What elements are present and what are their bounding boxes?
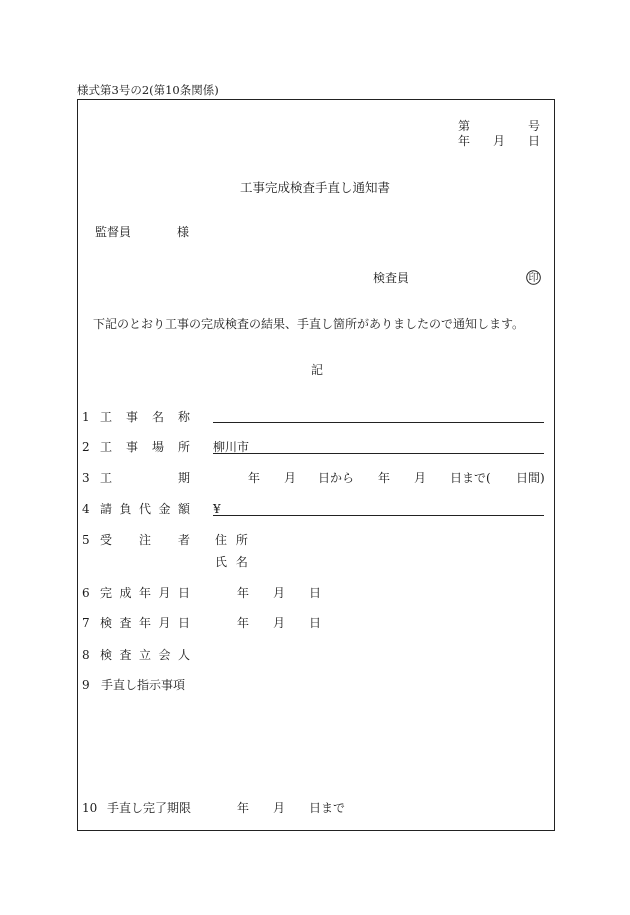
period-days: 日間) <box>516 471 545 485</box>
addressee-honorific: 様 <box>177 225 190 239</box>
item-number: 5 <box>82 533 90 547</box>
inspection-date-month: 月 <box>273 616 286 630</box>
item-label-completion-date: 完 成 年 月 日 <box>100 586 190 600</box>
document-title: 工事完成検査手直し通知書 <box>240 180 391 195</box>
period-end-year: 年 <box>378 471 391 485</box>
item-label-correction-deadline: 手直し完了期限 <box>107 801 192 815</box>
item-number: 3 <box>82 471 90 485</box>
item-number: 8 <box>82 648 90 662</box>
form-frame <box>77 99 555 831</box>
period-start-day: 日から <box>318 471 355 485</box>
form-caption: 様式第3号の2(第10条関係) <box>77 83 219 97</box>
deadline-year: 年 <box>237 801 250 815</box>
completion-date-year: 年 <box>237 586 250 600</box>
ki-label: 記 <box>311 363 324 377</box>
construction-site-field <box>213 453 544 454</box>
deadline-month: 月 <box>273 801 286 815</box>
deadline-day: 日まで <box>309 801 346 815</box>
item-number: 1 <box>82 410 90 424</box>
seal-icon <box>526 270 541 285</box>
inspection-date-day: 日 <box>309 616 322 630</box>
issue-date-month: 月 <box>493 134 506 148</box>
item-label-contractor: 受 注 者 <box>100 533 190 547</box>
issue-date-year: 年 <box>458 134 471 148</box>
item-label-inspection-date: 検 査 年 月 日 <box>100 616 190 630</box>
item-number: 4 <box>82 502 90 516</box>
item-number: 2 <box>82 440 90 454</box>
completion-date-day: 日 <box>309 586 322 600</box>
item-label-construction-site: 工 事 場 所 <box>100 440 190 454</box>
item-label-construction-name: 工 事 名 称 <box>100 410 190 424</box>
document-number-prefix: 第 <box>458 119 471 133</box>
item-number: 6 <box>82 586 90 600</box>
inspector-label: 検査員 <box>373 271 410 285</box>
contractor-address-label: 住 所 <box>215 533 248 547</box>
notice-body: 下記のとおり工事の完成検査の結果、手直し箇所がありましたので通知します。 <box>93 317 525 331</box>
item-number: 10 <box>82 801 98 815</box>
period-end-day: 日まで( <box>450 471 491 485</box>
addressee-role: 監督員 <box>95 225 132 239</box>
contractor-name-label: 氏 名 <box>215 555 248 569</box>
item-label-inspection-witness: 検 査 立 会 人 <box>100 648 190 662</box>
construction-name-field <box>213 422 544 423</box>
seal-char: 印 <box>528 273 539 285</box>
issue-date-day: 日 <box>528 134 541 148</box>
period-start-year: 年 <box>248 471 261 485</box>
item-label-contract-amount: 請 負 代 金 額 <box>100 502 190 516</box>
completion-date-month: 月 <box>273 586 286 600</box>
document-number-suffix: 号 <box>528 119 541 133</box>
inspection-date-year: 年 <box>237 616 250 630</box>
construction-site-value: 柳川市 <box>213 440 250 454</box>
item-number: 9 <box>82 678 90 692</box>
item-label-construction-period: 工 期 <box>100 471 190 485</box>
contract-amount-field <box>213 515 544 516</box>
item-number: 7 <box>82 616 90 630</box>
item-label-correction-instructions: 手直し指示事項 <box>101 678 186 692</box>
period-end-month: 月 <box>414 471 427 485</box>
period-start-month: 月 <box>284 471 297 485</box>
currency-symbol: ¥ <box>213 502 221 516</box>
